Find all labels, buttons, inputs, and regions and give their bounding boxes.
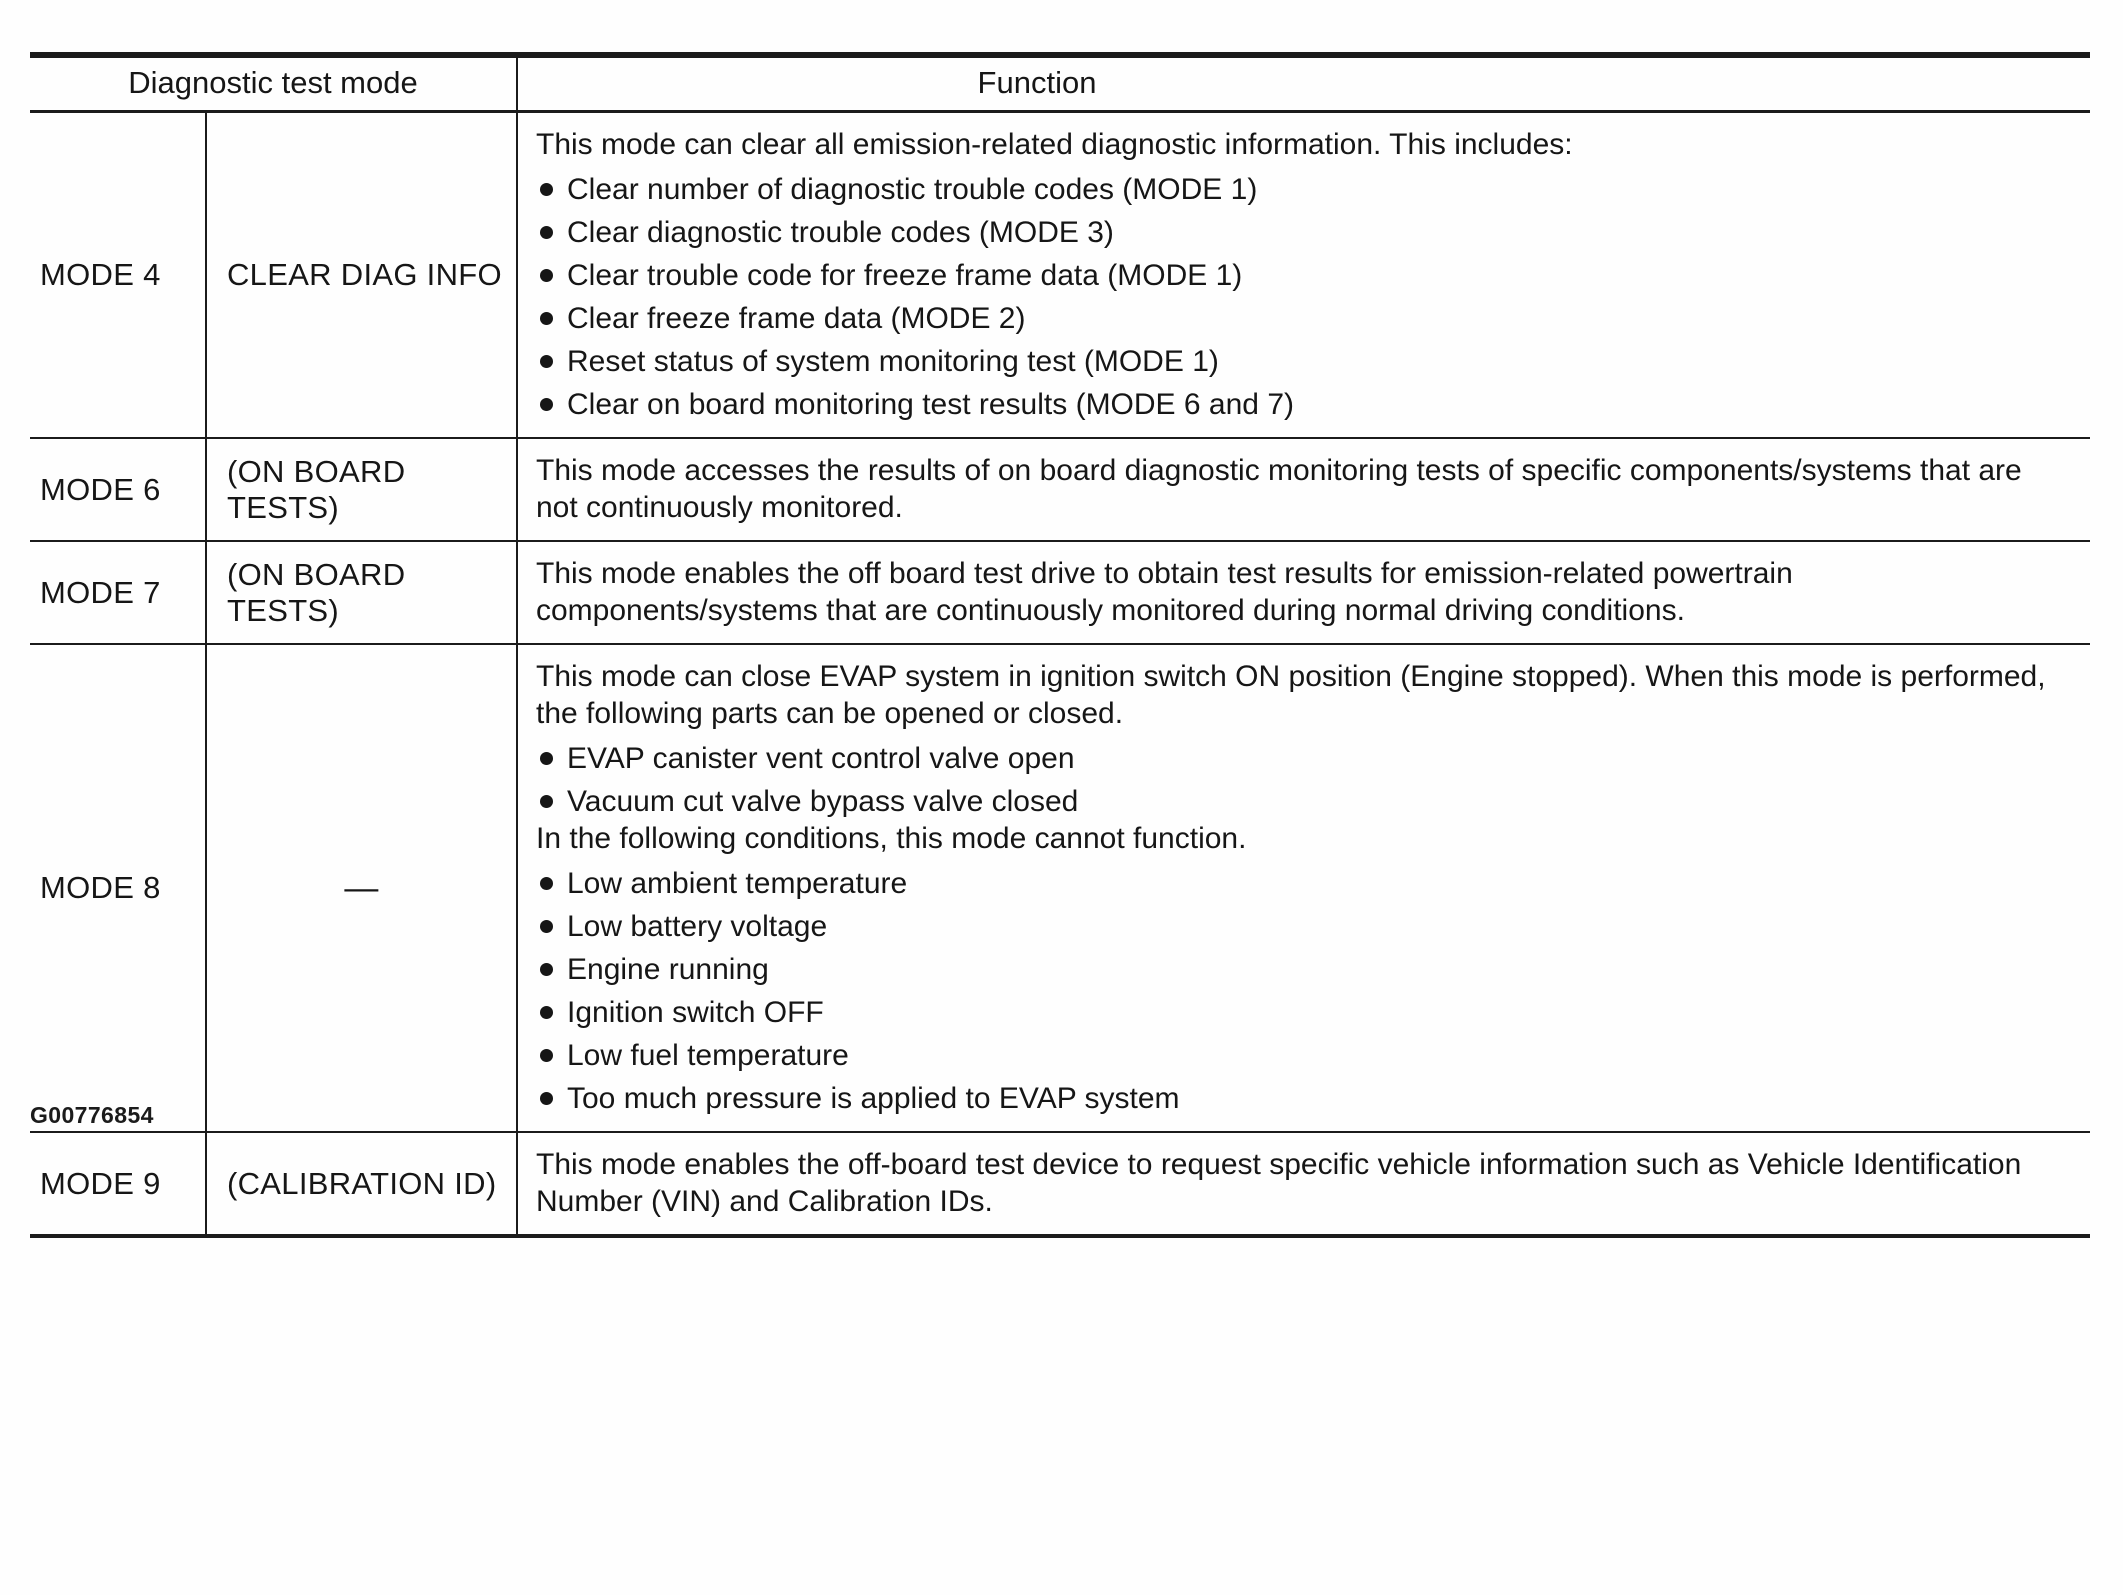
bullet-item: Vacuum cut valve bypass valve closed — [536, 783, 2064, 820]
function-intro-text: This mode can close EVAP system in ignition switch ON position (Engine stopped). When this mode is performed, the following parts can be opened or closed. — [536, 660, 2046, 730]
function-text: This mode accesses the results of on board diagnostic monitoring tests of specific components/systems that are not continuously monitored. — [536, 454, 2022, 524]
bullet-item: Low battery voltage — [536, 908, 2064, 945]
bullet-item: Reset status of system monitoring test (MODE 1) — [536, 343, 2064, 380]
function-bullet-list — [536, 865, 2064, 1117]
table-row-mode-7 — [30, 542, 2090, 645]
mode-name-cell: CLEAR DIAG INFO — [207, 113, 518, 437]
mode-cell: MODE 9 — [30, 1133, 207, 1234]
bullet-item: EVAP canister vent control valve open — [536, 740, 2064, 777]
function-cell — [518, 439, 2090, 540]
figure-id: G00776854 — [30, 1102, 154, 1128]
mode-name-cell: (ON BOARD TESTS) — [207, 439, 518, 540]
function-middle-text: In the following conditions, this mode cannot function. — [536, 822, 1247, 855]
function-bullet-list — [536, 171, 2064, 423]
bullet-item: Clear on board monitoring test results (MODE 6 and 7) — [536, 386, 2064, 423]
function-text: This mode enables the off-board test device to request specific vehicle information such as Vehicle Identification Number (VIN) and Calibration IDs. — [536, 1148, 2022, 1218]
function-cell — [518, 645, 2090, 1131]
function-text: This mode enables the off board test drive to obtain test results for emission-related powertrain components/systems that are continuously monitored during normal driving conditions. — [536, 557, 1793, 627]
table-row-mode-8 — [30, 645, 2090, 1133]
table-header-row — [30, 58, 2090, 113]
function-cell — [518, 113, 2090, 437]
bullet-item: Too much pressure is applied to EVAP system — [536, 1080, 2064, 1117]
function-cell — [518, 542, 2090, 643]
bullet-item: Clear diagnostic trouble codes (MODE 3) — [536, 214, 2064, 251]
bullet-item: Ignition switch OFF — [536, 994, 2064, 1031]
bullet-item: Engine running — [536, 951, 2064, 988]
bullet-item: Clear freeze frame data (MODE 2) — [536, 300, 2064, 337]
mode-cell: MODE 8 — [30, 645, 207, 1131]
bullet-item: Low fuel temperature — [536, 1037, 2064, 1074]
table-row-mode-4 — [30, 113, 2090, 439]
function-intro-text: This mode can clear all emission-related diagnostic information. This includes: — [536, 128, 1573, 161]
diagnostic-test-mode-table — [30, 52, 2090, 1238]
function-cell — [518, 1133, 2090, 1234]
mode-name-cell: (ON BOARD TESTS) — [207, 542, 518, 643]
mode-cell: MODE 6 — [30, 439, 207, 540]
mode-name-cell: — — [207, 645, 518, 1131]
mode-cell: MODE 7 — [30, 542, 207, 643]
table-row-mode-6 — [30, 439, 2090, 542]
table-bottom-rule — [30, 1234, 2090, 1238]
mode-cell: MODE 4 — [30, 113, 207, 437]
header-function: Function — [977, 65, 1097, 100]
table-row-mode-9 — [30, 1133, 2090, 1234]
bullet-item: Clear trouble code for freeze frame data (MODE 1) — [536, 257, 2064, 294]
bullet-item: Clear number of diagnostic trouble codes (MODE 1) — [536, 171, 2064, 208]
bullet-item: Low ambient temperature — [536, 865, 2064, 902]
header-diagnostic-test-mode: Diagnostic test mode — [30, 58, 518, 110]
function-bullet-list — [536, 740, 2064, 820]
mode-name-cell: (CALIBRATION ID) — [207, 1133, 518, 1234]
